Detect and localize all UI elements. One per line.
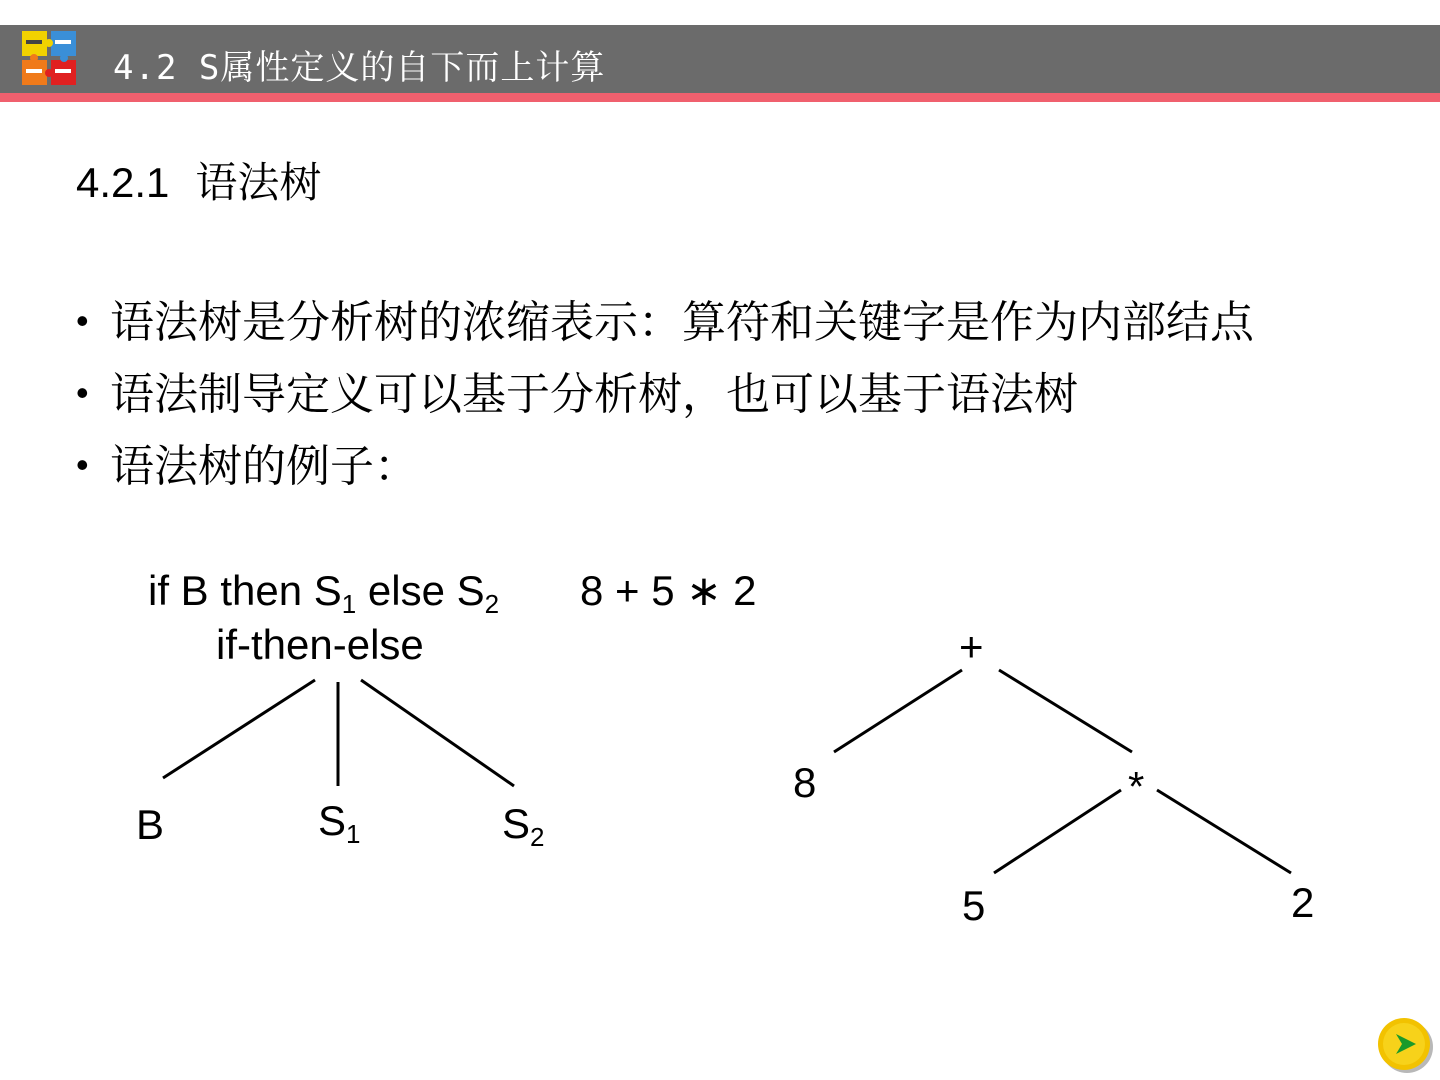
bullet-dot: • <box>76 372 89 413</box>
section-number: 4.2.1 <box>76 159 170 206</box>
node-s2-label: S <box>502 800 531 847</box>
edge-star-to-2 <box>1157 790 1291 873</box>
expr-s2-subscript: 2 <box>484 589 500 619</box>
bullet-text: 语法制导定义可以基于分析树，也可以基于语法树 <box>110 370 1078 419</box>
edge-root-to-s2 <box>361 680 514 786</box>
tree-node-star: * <box>1128 763 1145 810</box>
node-s1-subscript: 1 <box>346 819 361 849</box>
example-arith-expression: 8 + 5 ∗ 2 <box>580 567 757 614</box>
expr-if-text: if B then S <box>148 567 342 614</box>
example-if-expression <box>148 567 500 619</box>
bullet-dot: • <box>76 300 89 341</box>
tree-node-s1 <box>318 797 361 849</box>
edge-star-to-5 <box>994 790 1121 873</box>
page-title: 4.2 S属性定义的自下而上计算 <box>113 48 606 88</box>
edge-plus-to-8 <box>834 670 962 752</box>
bullet-text: 语法树的例子： <box>110 442 418 491</box>
tree-node-8: 8 <box>793 759 817 806</box>
edge-root-to-b <box>163 680 315 778</box>
tree-node-s2 <box>502 800 545 852</box>
node-s2-subscript: 2 <box>530 822 545 852</box>
section-title: 语法树 <box>195 159 322 206</box>
node-s1-label: S <box>318 797 347 844</box>
tree-node-5: 5 <box>962 882 986 929</box>
tree-node-if-then-else: if-then-else <box>216 621 424 668</box>
bullet-text: 语法树是分析树的浓缩表示：算符和关键字是作为内部结点 <box>110 298 1254 347</box>
edge-plus-to-star <box>999 670 1132 752</box>
expr-s1-subscript: 1 <box>341 589 357 619</box>
expr-else-text: else S <box>356 567 485 614</box>
bullet-dot: • <box>76 444 89 485</box>
next-arrow-icon[interactable] <box>1376 1016 1434 1074</box>
tree-node-2: 2 <box>1291 879 1315 926</box>
tree-node-b: B <box>136 801 165 848</box>
tree-node-plus: + <box>959 623 984 670</box>
